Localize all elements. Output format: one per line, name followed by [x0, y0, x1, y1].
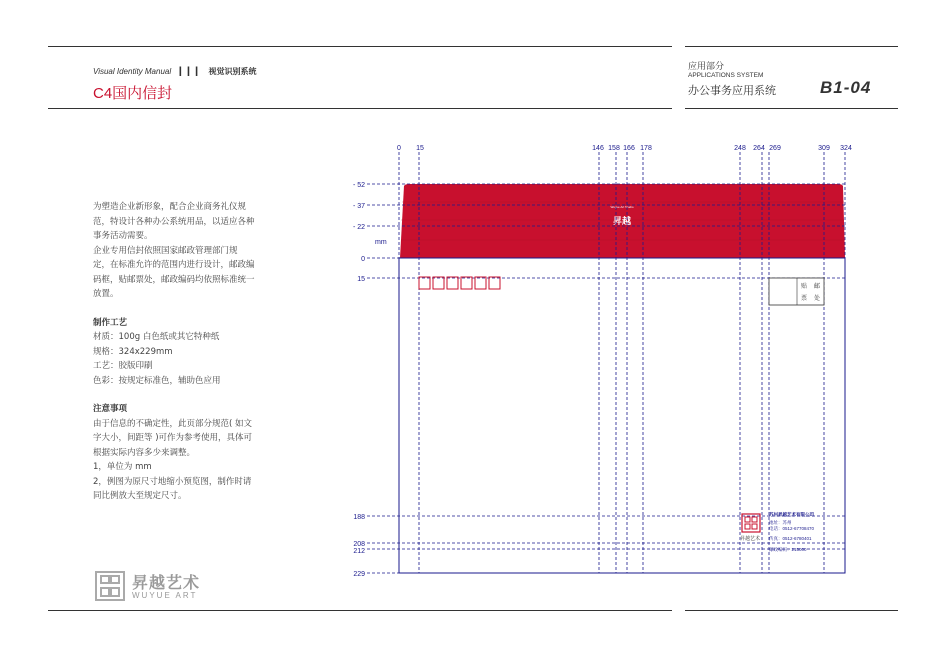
- left-tick: 0: [361, 256, 365, 263]
- intro-line: 为塑造企业新形象，配合企业商务礼仪规: [93, 202, 247, 212]
- craft-title: 制作工艺: [93, 317, 128, 328]
- left-tick-dashes: [353, 182, 356, 231]
- footer-rule-right: [685, 610, 898, 611]
- title-rule-right: [685, 108, 898, 109]
- notes-line: 同比例放大至规定尺寸。: [93, 491, 187, 501]
- craft-line: 工艺：胶版印刷: [93, 361, 153, 371]
- manual-separator: ▎▎▎: [179, 67, 205, 76]
- logo-mark-icon: [94, 570, 126, 602]
- sender-line: 邮政编码：215000: [769, 547, 807, 552]
- intro-line: 码框，贴邮票处，邮政编码均依照标准统一: [93, 274, 255, 285]
- top-tick: 146: [592, 145, 604, 152]
- svg-text:-: -: [353, 203, 356, 210]
- sender-logo-text: 昇越艺术: [740, 536, 761, 542]
- stamp-char: 邮: [813, 284, 821, 290]
- unit-label: mm: [375, 239, 387, 246]
- sender-line: 苏州昇越艺术有限公司: [769, 512, 814, 517]
- sender-line: 传真：0512-6780401: [769, 536, 812, 541]
- craft-line: 色彩：按规定标准色，辅助色应用: [93, 375, 221, 386]
- flap-small-text: Wuyue Art Studio: [610, 205, 634, 209]
- description-block: [93, 200, 263, 504]
- top-tick: 269: [769, 145, 781, 152]
- header-rule-left: [48, 46, 672, 47]
- top-tick: 0: [397, 145, 401, 152]
- notes-line: 由于信息的不确定性，此页部分规范( 如文: [93, 418, 253, 429]
- flap-logo-mark: 昇越: [612, 216, 632, 226]
- left-tick: 208: [353, 541, 365, 548]
- top-tick: 324: [840, 145, 852, 152]
- sender-logo-icon: [742, 514, 760, 532]
- title-rule-left: [48, 108, 672, 109]
- stamp-char: 票: [800, 296, 808, 302]
- notes-line: 2，例图为原尺寸地缩小预览图，制作时请: [93, 476, 252, 487]
- system-name: 办公事务应用系统: [688, 85, 776, 97]
- stamp-char: 处: [813, 296, 821, 302]
- page-title: C4国内信封: [93, 85, 173, 102]
- postal-code-boxes: [419, 277, 500, 289]
- top-tick: 158: [608, 145, 620, 152]
- manual-header: [93, 61, 257, 79]
- intro-line: 定，在标准允许的范围内进行设计，邮政编: [93, 260, 255, 270]
- top-tick: 178: [640, 145, 652, 152]
- left-tick: 22: [357, 224, 365, 231]
- top-tick: 166: [623, 145, 635, 152]
- left-tick: 188: [353, 514, 365, 521]
- sender-line: 地址：苏州: [769, 520, 792, 525]
- notes-line: 根据实际内容多少来调整。: [93, 447, 196, 458]
- envelope-diagram: [345, 140, 865, 580]
- manual-title-en: Visual Identity Manual: [93, 67, 172, 76]
- sender-line: 电话：0512-67708470: [769, 526, 815, 531]
- notes-title: 注意事项: [93, 404, 128, 414]
- left-tick: 52: [357, 182, 365, 189]
- intro-line: 范，特设计各种办公系统用品，以适应各种: [93, 216, 255, 227]
- svg-text:-: -: [353, 182, 356, 189]
- top-tick-labels: [397, 145, 852, 152]
- craft-line: 材质：100g 白色纸或其它特种纸: [93, 332, 220, 342]
- logo-text-en: WUYUE ART: [132, 591, 198, 600]
- section-label-cn: 应用部分: [688, 61, 725, 71]
- left-tick: 212: [353, 548, 365, 555]
- left-tick-labels: [353, 182, 365, 578]
- intro-line: 企业专用信封依照国家邮政管理部门规: [93, 245, 238, 256]
- intro-line: 放置。: [93, 289, 119, 299]
- left-tick: 15: [357, 276, 365, 283]
- svg-text:-: -: [353, 224, 356, 231]
- logo-text-cn: 昇越艺术: [132, 575, 201, 592]
- top-tick: 248: [734, 145, 746, 152]
- intro-line: 事务活动需要。: [93, 231, 153, 241]
- page-code: B1-04: [820, 78, 872, 97]
- brand-logo: [94, 570, 224, 604]
- manual-title-cn: 视觉识别系统: [208, 67, 257, 76]
- craft-line: 规格：324x229mm: [93, 346, 173, 357]
- top-tick: 309: [818, 145, 830, 152]
- header-rule-right: [685, 46, 898, 47]
- intro-paragraph: [93, 200, 263, 302]
- section-label-en: APPLICATIONS SYSTEM: [688, 72, 764, 79]
- left-tick: 229: [353, 571, 365, 578]
- footer-rule-left: [48, 610, 672, 611]
- top-tick: 15: [416, 145, 424, 152]
- stamp-char: 贴: [800, 284, 808, 290]
- notes-line: 1，单位为 mm: [93, 462, 152, 472]
- top-tick: 264: [753, 145, 765, 152]
- sender-info: [769, 511, 815, 553]
- left-tick: 37: [357, 203, 365, 210]
- notes-line: 字大小，间距等 )可作为参考使用，具体可: [93, 433, 253, 443]
